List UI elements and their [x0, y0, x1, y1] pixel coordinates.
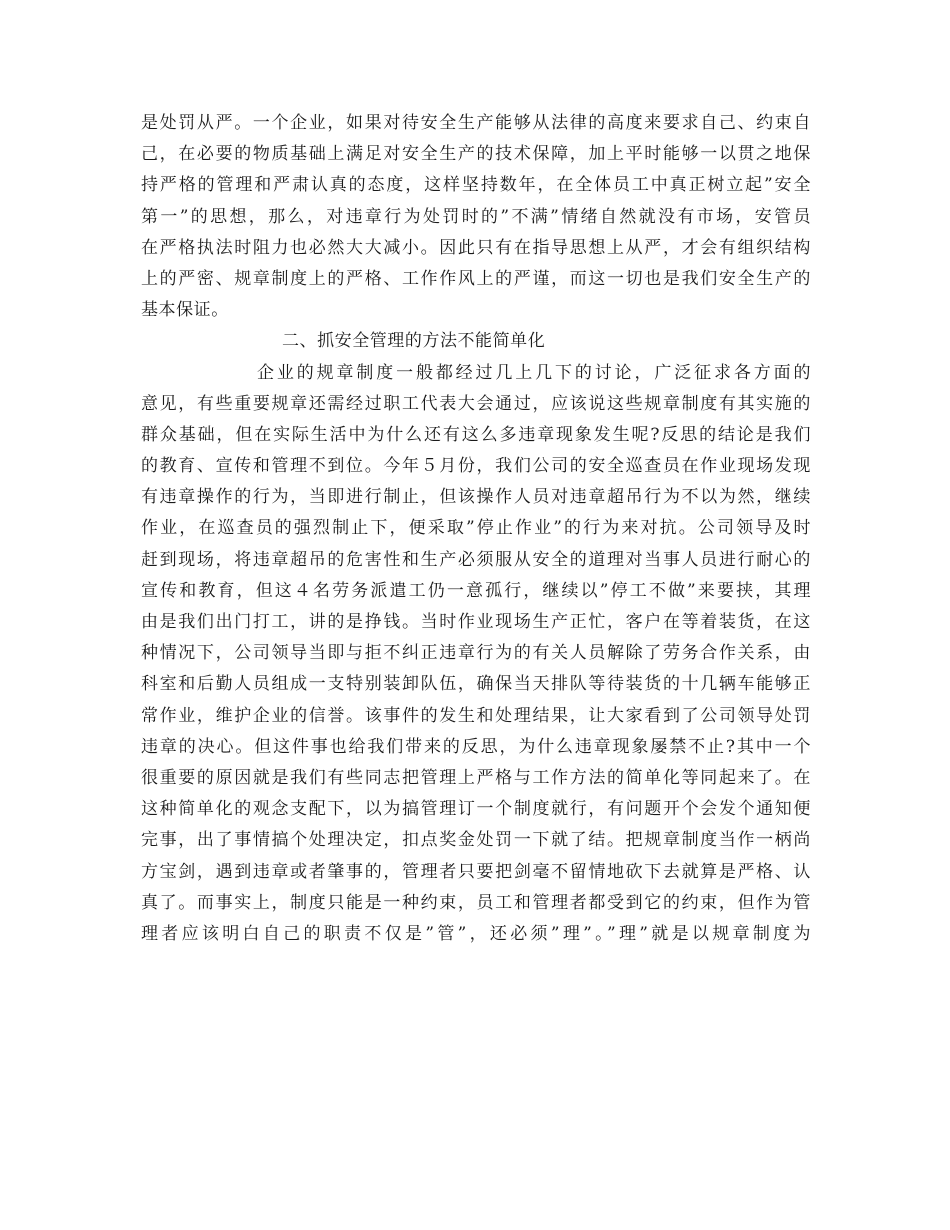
- text-line: 的教育、宣传和管理不到位。今年５月份，我们公司的安全巡查员在作业现场发现: [141, 456, 811, 477]
- text-line: 企业的规章制度一般都经过几上几下的讨论，广泛征求各方面的: [257, 362, 811, 383]
- text-line: 是处罚从严。一个企业，如果对待安全生产能够从法律的高度来要求自己、约束自: [141, 113, 811, 133]
- text-line: 完事，出了事情搞个处理决定，扣点奖金处罚一下就了结。把规章制度当作一柄尚: [141, 830, 811, 851]
- text-line: 上的严密、规章制度上的严格、工作作风上的严谨，而这一切也是我们安全生产的: [141, 268, 811, 289]
- text-line: 群众基础，但在实际生活中为什么还有这么多违章现象发生呢?反思的结论是我们: [141, 424, 811, 445]
- text-line: 这种简单化的观念支配下，以为搞管理订一个制度就行，有问题开个会发个通知便: [141, 799, 811, 820]
- text-line: 意见，有些重要规章还需经过职工代表大会通过，应该说这些规章制度有其实施的: [141, 393, 811, 414]
- paragraph-1: [141, 108, 811, 326]
- text-line: 理者应该明白自己的职责不仅是”管”，还必须”理”。”理”就是以规章制度为: [141, 923, 811, 944]
- text-line: 第一”的思想，那么，对违章行为处罚时的”不满”情绪自然就没有市场，安管员: [141, 206, 811, 227]
- text-line: 真了。而事实上，制度只能是一种约束，员工和管理者都受到它的约束，但作为管: [141, 892, 811, 913]
- text-line: 赶到现场，将违章超吊的危害性和生产必须服从安全的道理对当事人员进行耐心的: [141, 549, 811, 570]
- text-line: 由是我们出门打工，讲的是挣钱。当时作业现场生产正忙，客户在等着装货，在这: [141, 612, 811, 632]
- text-line: 有违章操作的行为，当即进行制止，但该操作人员对违章超吊行为不以为然，继续: [141, 487, 811, 508]
- text-line: 在严格执法时阻力也必然大大减小。因此只有在指导思想上从严，才会有组织结构: [141, 237, 811, 258]
- text-line: 己，在必要的物质基础上满足对安全生产的技术保障，加上平时能够一以贯之地保: [141, 144, 811, 165]
- text-line: 科室和后勤人员组成一支特别装卸队伍，确保当天排队等待装货的十几辆车能够正: [141, 674, 811, 695]
- text-line: 持严格的管理和严肃认真的态度，这样坚持数年，在全体员工中真正树立起”安全: [141, 175, 811, 196]
- text-line: 违章的决心。但这件事也给我们带来的反思，为什么违章现象屡禁不止?其中一个: [141, 736, 811, 757]
- paragraph-2: [141, 358, 811, 951]
- text-line: 作业，在巡查员的强烈制止下，便采取”停止作业”的行为来对抗。公司领导及时: [141, 518, 811, 539]
- text-line: 常作业，维护企业的信誉。该事件的发生和处理结果，让大家看到了公司领导处罚: [141, 705, 811, 726]
- text-line: 种情况下，公司领导当即与拒不纠正违章行为的有关人员解除了劳务合作关系，由: [141, 643, 811, 664]
- text-line: 宣传和教育，但这４名劳务派遣工仍一意孤行，继续以”停工不做”来要挟，其理: [141, 580, 811, 601]
- text-line: 基本保证。: [141, 300, 229, 321]
- section-heading: 二、抓安全管理的方法不能简单化: [282, 331, 546, 352]
- document-page: [141, 108, 811, 950]
- text-line: 很重要的原因就是我们有些同志把管理上严格与工作方法的简单化等同起来了。在: [141, 767, 811, 788]
- text-line: 方宝剑，遇到违章或者肇事的，管理者只要把剑毫不留情地砍下去就算是严格、认: [141, 861, 811, 882]
